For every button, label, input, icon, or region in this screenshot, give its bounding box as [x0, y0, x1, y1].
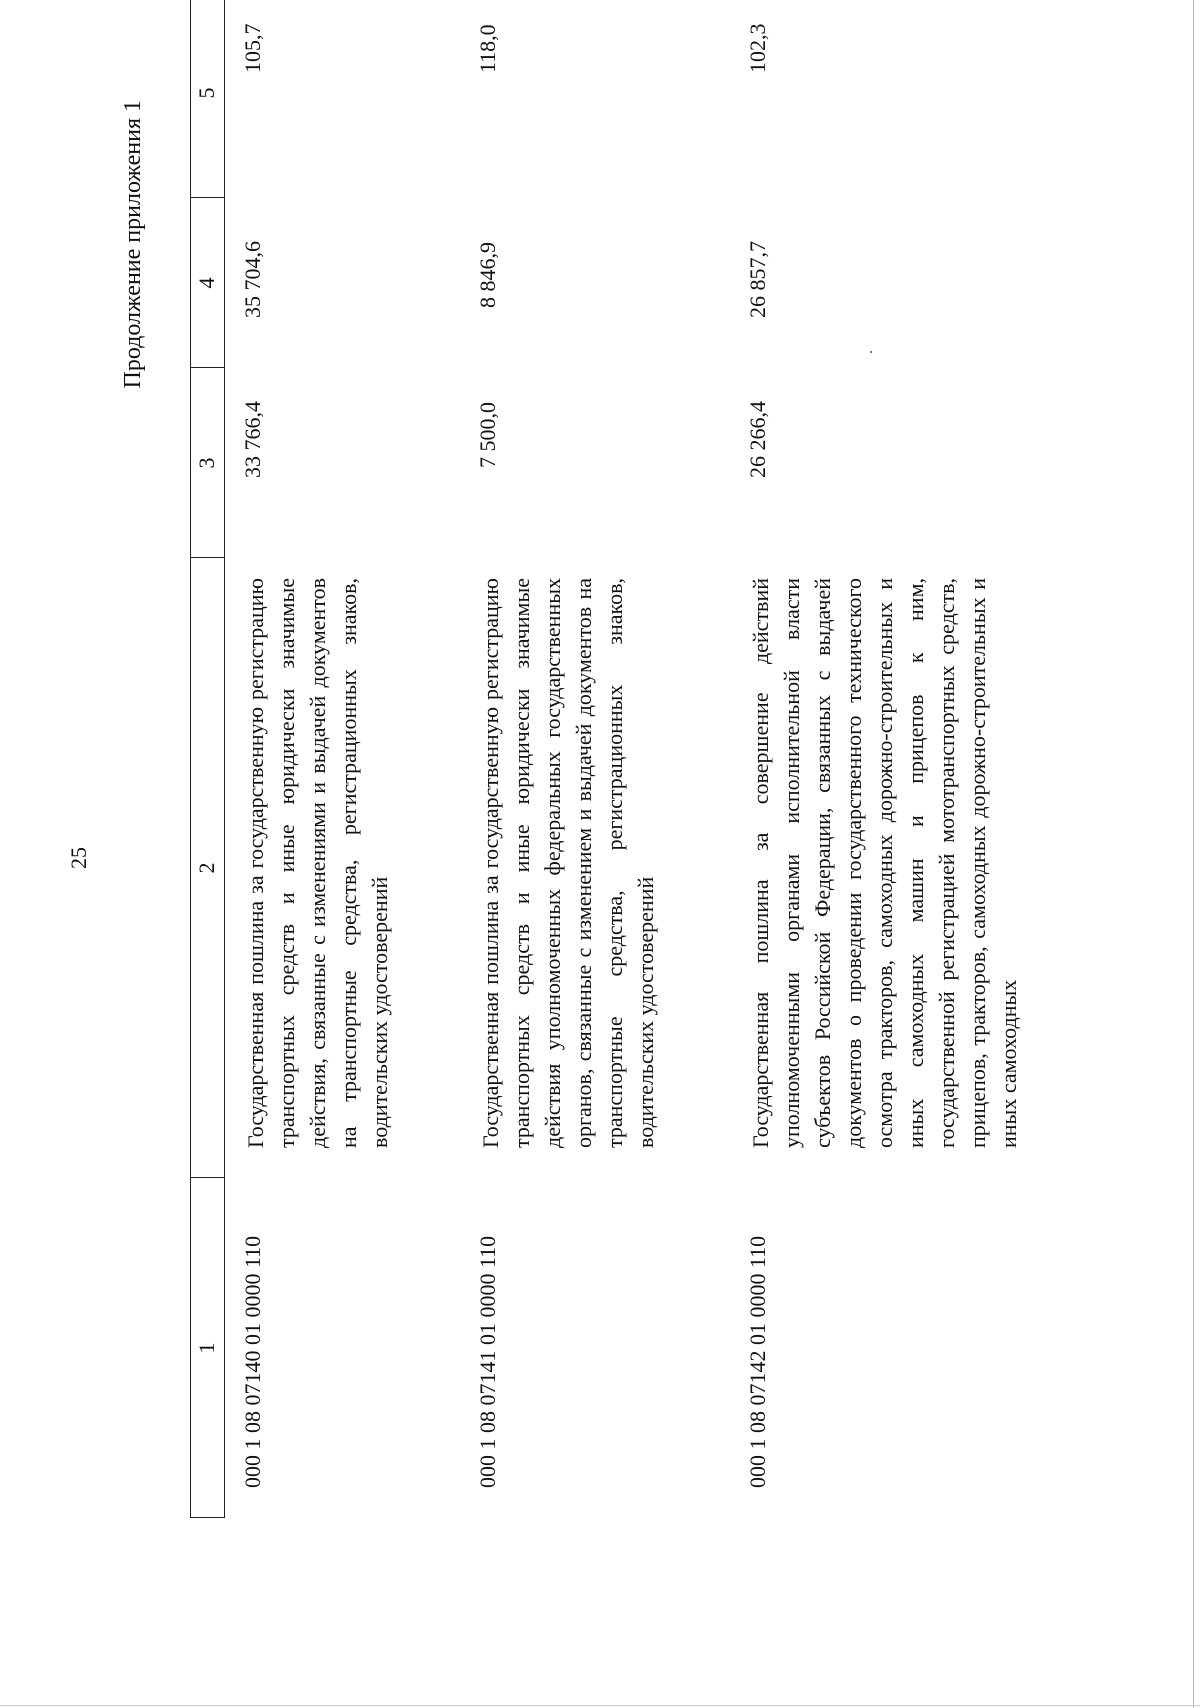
scan-speck	[870, 351, 872, 353]
row-code: 000 1 08 07141 01 0000 110	[475, 1235, 500, 1488]
row-description: Государственная пошлина за совершение действий уполномоченными органами исполнительной власти субъектов Российской Федерации, связанных с выдачей документов о проведении государственного технического осмотра тракторов, самоходных дорожно-строительных и иных самоходных машин и прицепов к ним, государственной регистрацией мототранспортных средств, прицепов, тракторов, самоходных дорожно-строительных и иных самоходных	[748, 578, 1021, 1148]
row-col5-value: 105,7	[240, 23, 265, 73]
row-col3-value: 33 766,4	[240, 401, 265, 478]
row-col4-value: 26 857,7	[745, 241, 770, 318]
appendix-continuation-note: Продолжение приложения 1	[120, 100, 146, 389]
row-col5-value: 102,3	[745, 23, 770, 73]
row-code: 000 1 08 07140 01 0000 110	[240, 1235, 265, 1488]
row-description: Государственная пошлина за государственную регистрацию транспортных средств и иные юридически значимые действия уполномоченных федеральных государственных органов, связанные с изменением и выдачей документов на транспортные средства, регистрационных знаков, водительских удостоверений	[478, 578, 658, 1148]
row-col3-value: 26 266,4	[745, 401, 770, 478]
row-col4-value: 8 846,9	[475, 242, 500, 308]
header-col-5: 5	[194, 87, 219, 99]
row-description: Государственная пошлина за государственную регистрацию транспортных средств и иные юридически значимые действия, связанные с изменениями и выдачей документов на транспортные средства, регистрационных знаков, водительских удостоверений	[243, 578, 392, 1148]
header-col-2: 2	[194, 862, 219, 874]
row-code: 000 1 08 07142 01 0000 110	[745, 1235, 770, 1488]
row-col3-value: 7 500,0	[475, 402, 500, 468]
header-col-3: 3	[194, 457, 219, 469]
row-col5-value: 118,0	[475, 24, 500, 73]
row-col4-value: 35 704,6	[240, 241, 265, 318]
header-col-4: 4	[194, 277, 219, 289]
page-number: 25	[66, 847, 91, 869]
header-col-1: 1	[194, 1342, 219, 1354]
